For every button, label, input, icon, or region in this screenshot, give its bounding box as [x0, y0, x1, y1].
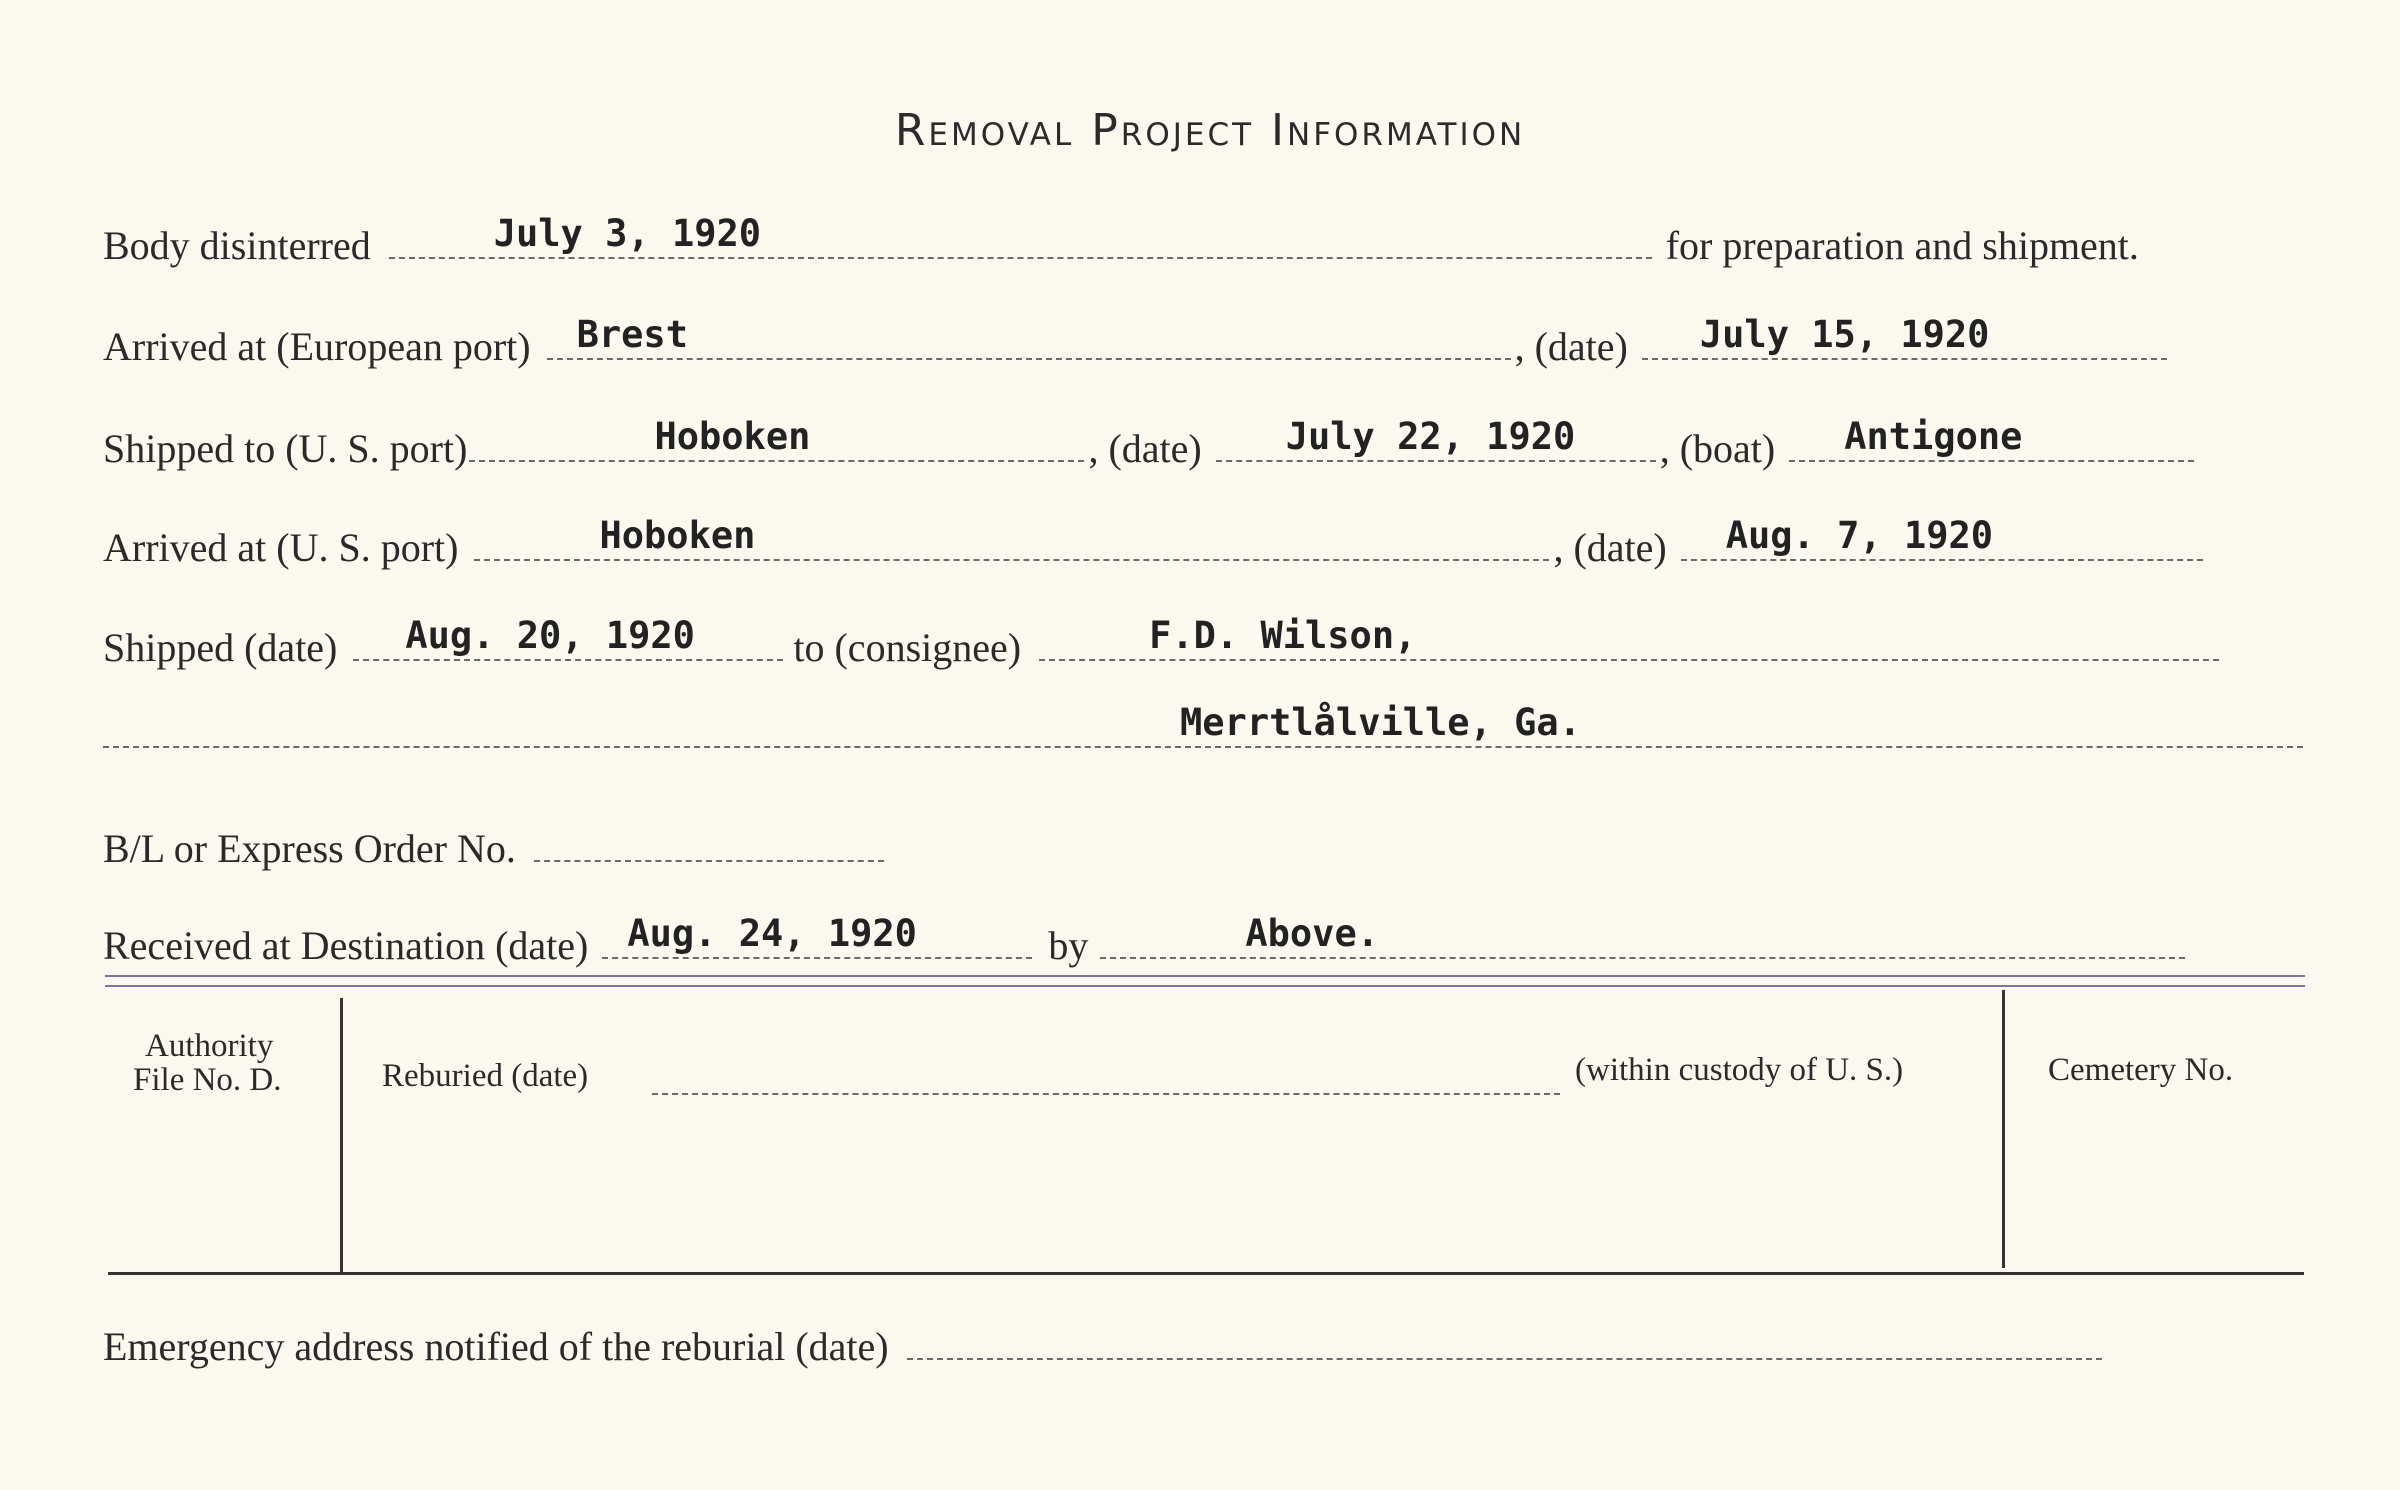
arrived-eu-date-field[interactable]: [1642, 313, 2167, 360]
received-by-label: by: [1048, 923, 1089, 968]
shipped-us-date-label: , (date): [1088, 426, 1202, 471]
box-bottom-rule: [108, 1272, 2304, 1275]
row-shipped-to-us: [103, 415, 2198, 472]
shipped-us-boat-field[interactable]: [1789, 415, 2194, 462]
consignee-field[interactable]: [1039, 614, 2219, 661]
emergency-date-field[interactable]: [907, 1330, 2102, 1360]
cemetery-label: Cemetery No.: [2048, 1052, 2234, 1088]
divider-rule-top: [105, 975, 2305, 977]
shipped-date: Aug. 20, 1920: [405, 614, 695, 657]
arrived-us-label: Arrived at (U. S. port): [103, 525, 459, 570]
arrived-eu-label: Arrived at (European port): [103, 324, 531, 369]
arrived-us-date: Aug. 7, 1920: [1725, 514, 1994, 557]
card-title: Removal Project Information: [894, 105, 1526, 156]
arrived-us-date-field[interactable]: [1681, 514, 2203, 561]
row-disinterred: [103, 212, 2139, 269]
shipped-us-boat: Antigone: [1844, 415, 2023, 458]
arrived-eu-port-field[interactable]: [547, 313, 1511, 360]
bl-label: B/L or Express Order No.: [103, 826, 516, 871]
authority-label-line1: Authority: [145, 1028, 274, 1064]
disinterred-label: Body disinterred: [103, 223, 371, 268]
shipped-date-field[interactable]: [353, 614, 783, 661]
arrived-eu-date: July 15, 1920: [1699, 313, 1990, 356]
shipped-us-date-field[interactable]: [1216, 415, 1656, 462]
consignee-address-field[interactable]: [103, 701, 2303, 748]
row-received: [103, 912, 2189, 969]
arrived-us-port-field[interactable]: [474, 514, 1549, 561]
consignee-label: to (consignee): [793, 625, 1022, 670]
row-emergency: [103, 1323, 2106, 1370]
received-label: Received at Destination (date): [103, 923, 589, 968]
reburied-label: Reburied (date): [382, 1058, 589, 1094]
shipped-us-boat-label: , (boat): [1659, 426, 1776, 471]
received-date-field[interactable]: [602, 912, 1032, 959]
row-shipped: [103, 614, 2223, 671]
consignee-address: Merrtlålville, Ga.: [1180, 701, 1581, 744]
row-arrived-us: [103, 514, 2207, 571]
row-consignee-address: [103, 701, 2307, 748]
reburied-date-field[interactable]: [652, 1065, 1560, 1095]
arrived-eu-date-label: , (date): [1514, 324, 1628, 369]
row-arrived-european: [103, 313, 2171, 370]
received-by: Above.: [1245, 912, 1380, 955]
divider-rule-bottom: [105, 985, 2305, 987]
custody-label: (within custody of U. S.): [1575, 1052, 1904, 1088]
shipped-us-date: July 22, 1920: [1285, 415, 1576, 458]
bl-field[interactable]: [534, 832, 884, 862]
arrived-us-port: Hoboken: [599, 514, 756, 557]
box-divider-left: [340, 998, 343, 1273]
row-bl: [103, 825, 888, 872]
box-divider-right: [2002, 990, 2005, 1268]
shipped-label: Shipped (date): [103, 625, 338, 670]
arrived-eu-port: Brest: [576, 313, 688, 356]
disinterred-value: July 3, 1920: [493, 212, 762, 255]
disinterred-field[interactable]: [389, 212, 1652, 259]
arrived-us-date-label: , (date): [1553, 525, 1667, 570]
received-by-field[interactable]: [1100, 912, 2185, 959]
emergency-label: Emergency address notified of the reburial (date): [103, 1324, 889, 1369]
received-date: Aug. 24, 1920: [627, 912, 917, 955]
consignee-name: F.D. Wilson,: [1149, 614, 1417, 657]
shipped-us-port-field[interactable]: [469, 415, 1084, 462]
disinterred-suffix: for preparation and shipment.: [1665, 223, 2139, 268]
authority-label-line2: File No. D.: [133, 1062, 282, 1098]
shipped-us-port: Hoboken: [654, 415, 811, 458]
shipped-us-label: Shipped to (U. S. port): [103, 426, 468, 471]
